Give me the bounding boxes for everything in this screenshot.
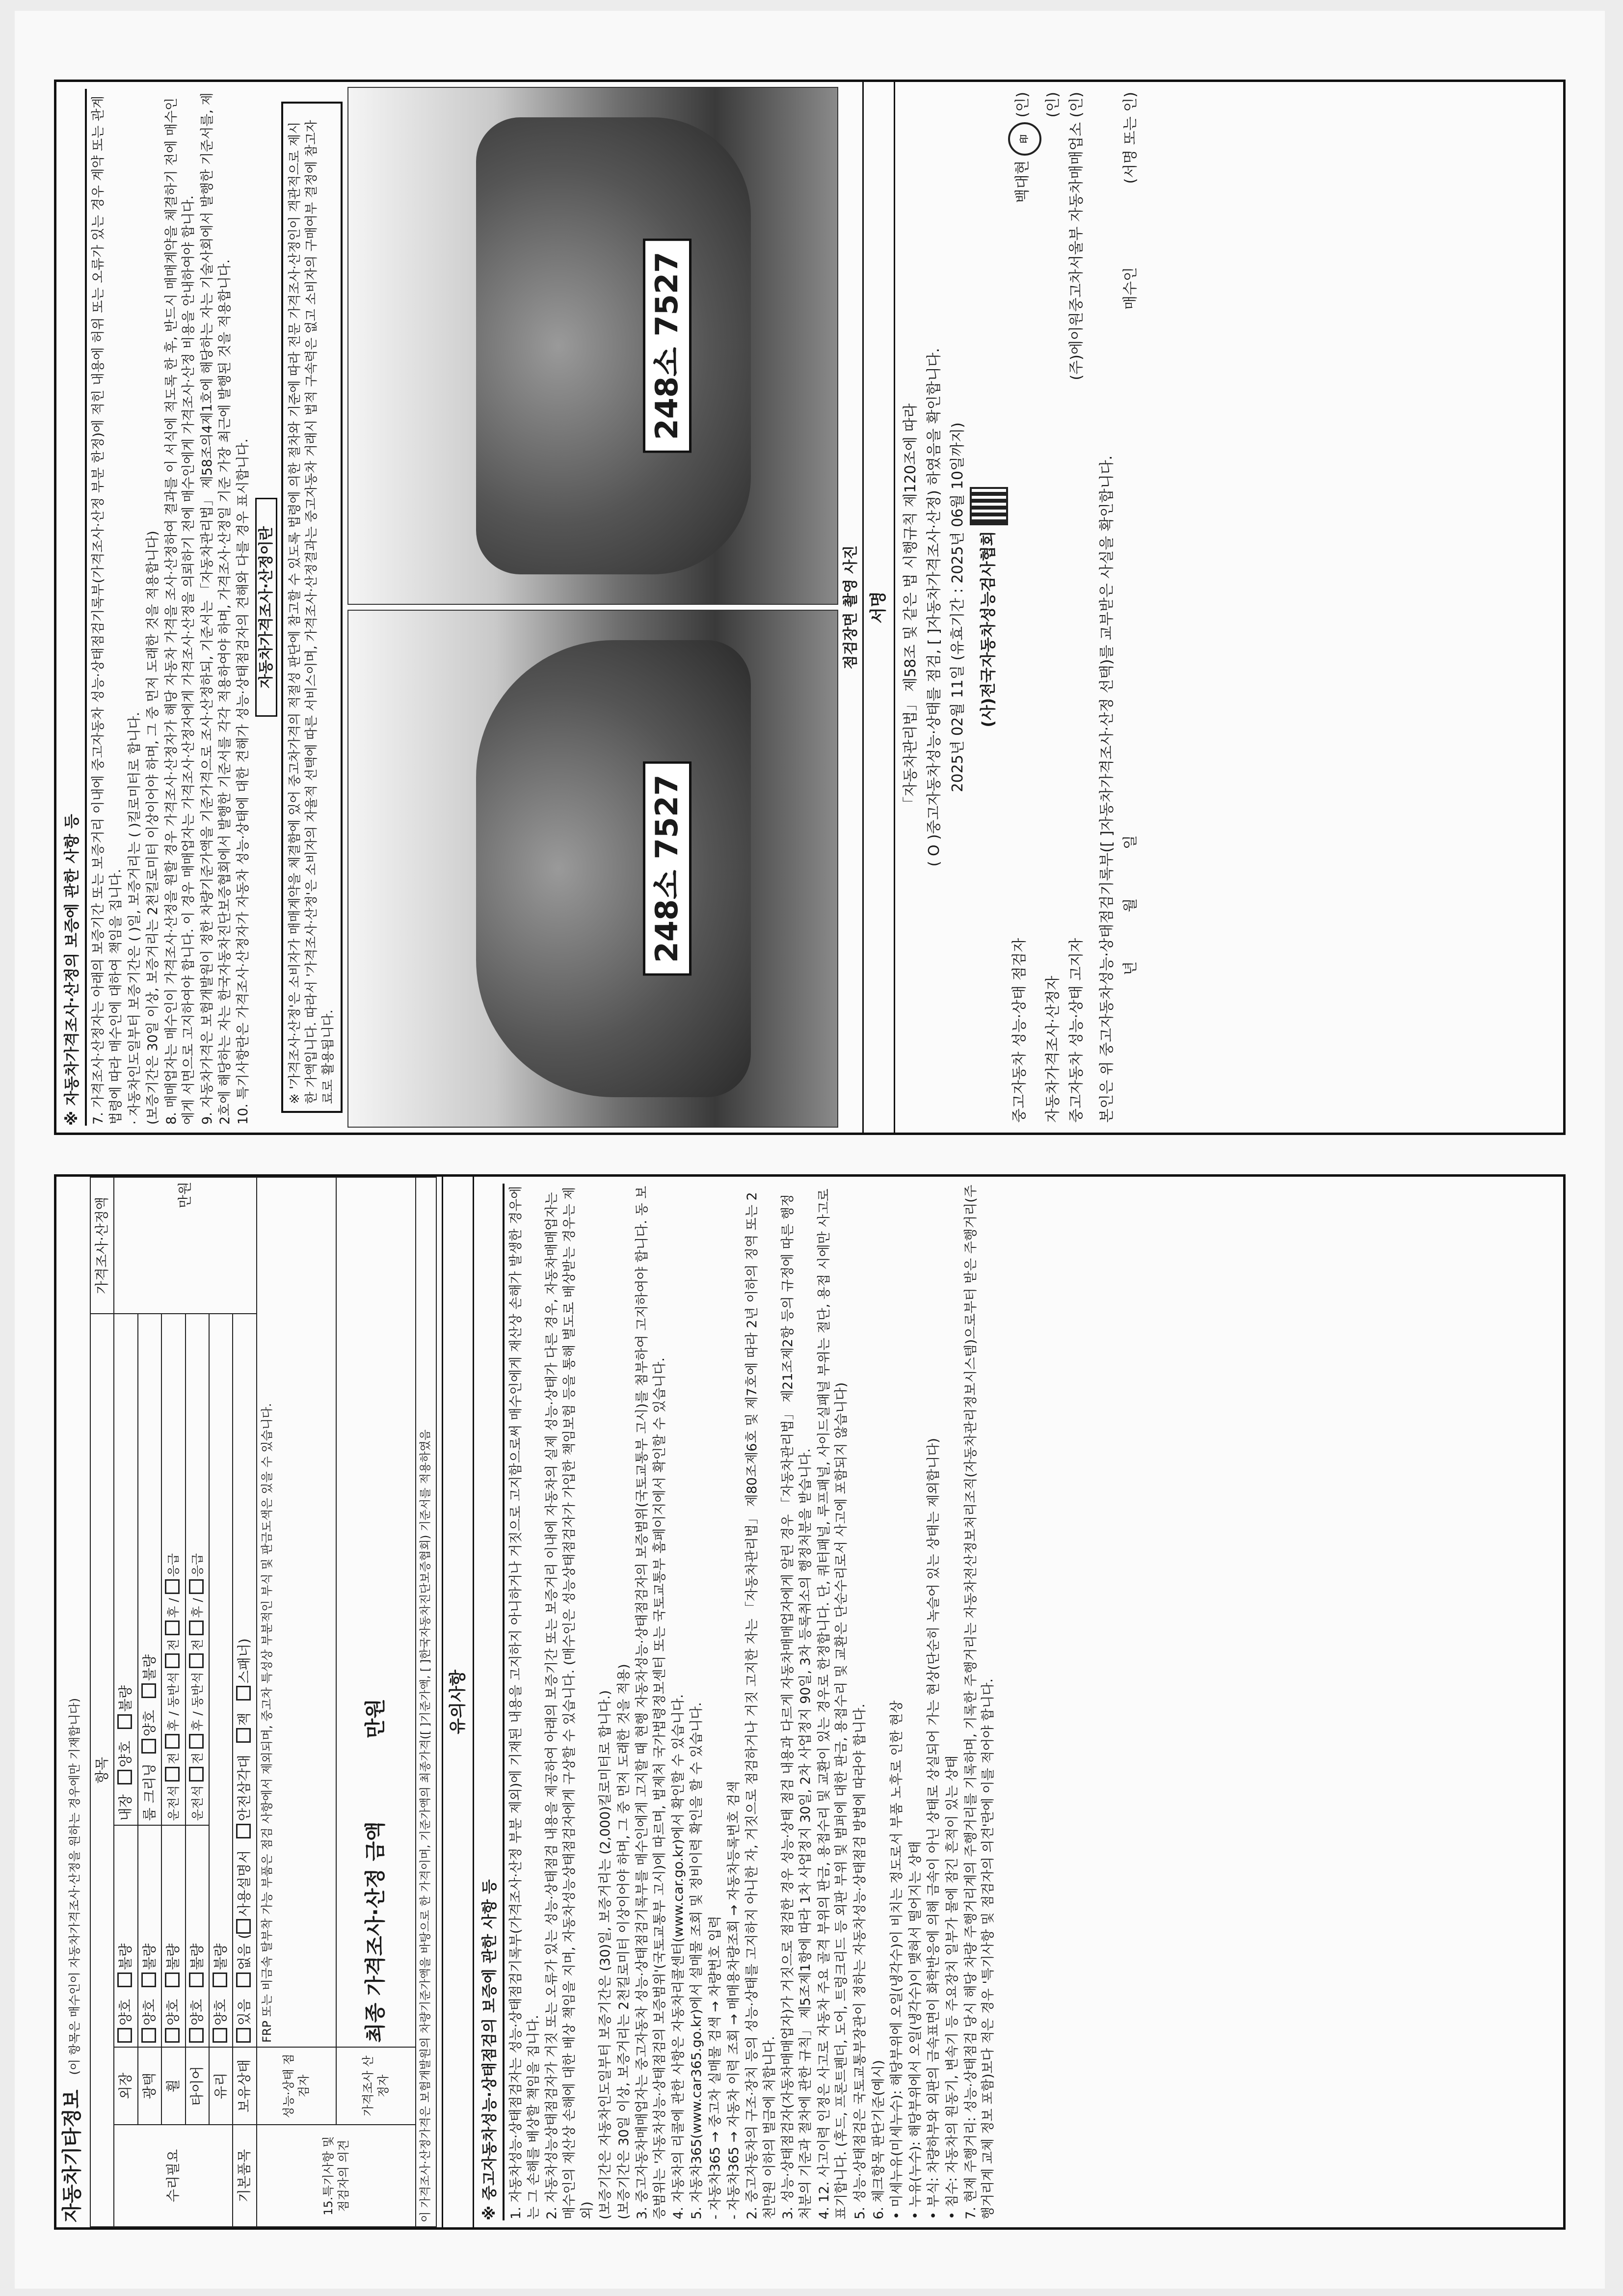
other-info-title [59,1177,85,2222]
inspector-opinion-text: FRP 또는 비금속 탈부착 가능 부품은 점검 사항에서 제외되며, 중고차 특성상 부분적인 부식 및 판금도색은 있을 수 있습니다. [257,1177,336,2047]
checkbox[interactable] [189,1767,204,1782]
final-price-label: 최종 가격조사·산정 금액 [363,1821,388,2043]
notice-item: (보증기간은 30일 이상, 보증거리는 2천킬로미터 이상이어야 하며, 그 중 먼저 도래한 것을 적용) [616,1664,632,2219]
position-label: 전 [166,1639,181,1651]
checkbox[interactable] [236,1824,251,1838]
checkbox[interactable] [117,2028,132,2043]
option-label: 양호 [141,1710,158,1737]
position-label: 후 [166,1719,181,1731]
legal-basis: 「자동차관리법」 제58조 및 같은 법 시행규칙 제120조에 따라 [902,403,919,811]
date-month-label: 월 [1121,898,1139,913]
option-label: 양호 [165,1999,182,2026]
notice-item: • 누유(누수): 해당부위에서 오일(냉각수)이 맺혀서 떨어지는 상태 [907,1841,923,2219]
checkbox[interactable] [117,1972,132,1987]
option-label: 불량 [165,1943,182,1970]
notice-item: 5. 자동차365(www.car365.go.kr)에서 설매물 조회 및 정비이력 확인을 할 수 있습니다. [689,1702,705,2219]
final-price-unit: 만원 [363,1699,388,1739]
license-plate: 248소 7527 [643,239,692,453]
notice-item: 6. 체크항목 판단기준(예시) [871,2060,886,2219]
buyer-label: 매수인 [1121,267,1139,310]
repair-row-1 [114,1177,137,2227]
notice-item: • 부식: 차량하부와 외판의 금속표면이 화학반응에 의해 금속이 아닌 상태로 상실되어 가는 현상(단순히 녹슬어 있는 상태는 제외합니다) [926,1438,942,2219]
checkbox[interactable] [236,1686,251,1701]
notifier-label: 중고자동차 성능·상태 고지자 [1067,938,1085,1123]
notice-items [507,1185,997,2219]
head-price: 가격조사·산정액 [90,1177,114,1314]
price-assessor-label: 가격조사 산정자 [336,2047,416,2125]
notice-item: • 미세누유(미세누수): 해당부위에 오일(냉각수)이 비치는 정도로서 부품 노후로 인한 현상 [889,1700,905,2219]
repair-row-3: 휠 양호불량 운전석 전 후 / 동반석 전 후 / 응급 [161,1177,185,2227]
price-assessor-line [1041,92,1065,1123]
car-silhouette [476,117,751,574]
checkbox[interactable] [141,1683,156,1698]
car-photo-front [347,610,838,1128]
car-silhouette [476,640,751,1097]
inspector-label: 중고자동차 성능·상태 점검자 [1011,938,1028,1123]
checkbox[interactable] [189,2028,204,2043]
license-plate: 248소 7527 [643,761,692,976]
stamp-text: 印 [1019,134,1030,143]
document-sheet [15,11,1605,2289]
option-label: 없음 [236,1943,253,1970]
checkbox[interactable] [236,1919,251,1934]
position-label: 동반석 [166,1672,181,1708]
notice-item: (보증기간은 자동차인도일부터 보증기간은 (30)일, 보증거리는 (2,000)킬로미터로 합니다.) [598,1690,613,2219]
price-assessor-sign-label: 자동차가격조사·산정자 [1044,975,1062,1123]
notice-item: · 자동차인도일부터 보증기간은 ( )일, 보증거리는 ( )킬로미터로 합니다. [127,712,142,1125]
inspector-name: 백대현 [1013,160,1031,203]
checkbox[interactable] [189,1621,204,1635]
basic-items-row: 기본품목 보유상태 있음없음 (사용설명서안전삼각대잭스패너) [233,1177,256,2227]
notifier-org: (주)에이원중고차서울부 자동차매매업소 [1067,122,1085,380]
inspector-opinion-label: 성능·상태 점검자 [257,2047,336,2125]
repair-category: 수리필요 [114,2125,233,2227]
date-year-label: 년 [1121,961,1139,975]
option-label: 불량 [212,1943,229,1970]
option-label: 불량 [117,1685,134,1712]
position-label: 전 [166,1752,181,1764]
checkbox[interactable] [236,1728,251,1743]
option-label: 양호 [212,1999,229,2026]
option-label: 불량 [141,1654,158,1681]
position-label: 전 [190,1752,205,1764]
notice-item: - 자동차365 → 자동차 이력 조회 → 매매용차량조회 → 자동차등록번호 검색 [726,1781,742,2219]
checkbox[interactable] [236,2028,251,2043]
basic-category: 기본품목 [233,2125,256,2227]
price-definition-box: ※ '가격조사·산정'은 소비자가 매매계약을 체결함에 있어 중고차가격의 적절성 판단에 참고할 수 있도록 법령에 의한 절차와 기준에 따라 전문 가격조사·산정인이 객관적으로 제시한 가액입니다. 따라서 '가격조사·산정'은 소비자의 자율적 선택에 따른 서비스이며, 가격조사·산정결과는 중고자동차 거래시 법적 구속력은 없고 소비자의 구매여부 결정에 참고자료로 활용됩니다. [281,102,343,1113]
seal-mark: (인) [1067,92,1085,118]
price-basis-note: 이 가격조사·산정가격은 보험개발원의 차량기준가액을 바탕으로 한 가격이며, 기준가액의 최종가격([ ]기준가액, [ ]한국자동차진단보증협회) 기준서를 적용하였음 [416,1177,436,2227]
notice-item: 2. 자동차성능상태점검자가 거짓 또는 오류가 있는 성능·상태점검 내용을 제공하여 아래의 보증기간 또는 보증거리 이내에 자동차의 실제 성능·상태가 다른 경우, 자동차매매업자는 매수인의 재산상 손해에 대한 배상 책임을 지며, 자동차성능상태점검자에게 구상할 수 있습니다. (매수인은 성능상태점검자가 가입한 책임보험 등을 통해 별도로 배상받는 경우는 제외) [544,1187,595,2219]
rotated-page [54,70,1566,2230]
confirmation-text: ( O )중고자동차성능·상태를 점검, [ ]자동차가격조사·산정) 하였음을 확인합니다. [925,348,943,867]
other-info-title-text: 자동차기타정보 [61,2089,83,2222]
photo-area [347,87,838,1128]
special-notes-row-2 [336,1177,416,2227]
inspector-line [1008,92,1041,1123]
car-photo-rear [347,87,838,605]
notice-item: 4. 12. 사고이력 인정은 사고로 자동차 주요 골격 부위의 판금, 용접수리 및 교환이 있는 경우로 한정합니다. 단, 쿼터패널, 루프패널, 사이드실패널 부위는 절단, 용접 시에만 사고로 표기합니다. (후드, 프론트펜더, 도어, 트렁크리드 등 외판 부위 및 범퍼에 대한 판금, 용접수리 및 교환은 단순수리로서 사고에 포함되지 않습니다) [816,1189,850,2219]
repair-row-label: 룸 크리닝 [141,1763,158,1821]
position-label: 후 [166,1606,181,1618]
position-label: 응급 [166,1553,181,1577]
checkbox[interactable] [165,2028,180,2043]
checkbox[interactable] [165,1653,180,1668]
option-label: 불량 [188,1943,205,1970]
checkbox[interactable] [165,1734,180,1749]
receipt-confirmation: 본인은 위 중고자동차성능·상태점검기록부([ ]자동차가격조사·산정 선택)를 교부받은 사실을 확인합니다. [1098,455,1116,1123]
notice-item: 7. 가격조사·산정자는 아래의 보증기간 또는 보증거리 이내에 중고자동차 성능·상태점검기록부(가격조사·산정 부분 한정)에 적힌 내용에 허위 또는 오류가 있는 경우 계약 또는 관계법령에 따라 매수인에 대하여 책임을 집니다. [91,95,124,1125]
organization-name: (사)전국자동차성능검사협회 [978,531,997,728]
buyer-signature-field[interactable]: (서명 또는 인) [1121,92,1139,184]
checkbox[interactable] [141,1972,156,1987]
option-label: 스패너 [236,1644,253,1684]
seal-mark: (인) [1013,92,1031,118]
issue-date: 2025년 02월 11일 (유효기간 : 2025년 06월 10일까지) [949,422,966,792]
repair-row-5 [209,1177,233,2227]
inspection-warranty-title: ※ 중고자동차성능·상태점검의 보증에 관한 사항 등 [480,1184,505,2220]
position-label: 응급 [190,1553,205,1577]
checkbox[interactable] [117,1770,132,1784]
checkbox[interactable] [189,1734,204,1749]
repair-row-2 [138,1177,161,2227]
option-label: 양호 [141,1999,158,2026]
left-panel [54,1174,1566,2230]
notifier-line [1065,92,1089,1123]
basic-row-label: 보유상태 [233,2047,256,2125]
checkbox[interactable] [213,1972,227,1987]
checkbox[interactable] [141,1739,156,1754]
notice-item: 8. 매매업자는 매수인이 가격조사·산정을 원할 경우 가격조사·산정자가 해당 자동차 가격을 조사·산정하여 결과를 이 서식에 적도록 한 후, 반드시 매매계약을 체결하기 전에 매수인에게 서면으로 고지하여야 합니다. 이 경우 매매업자는 가격조사·산정자에게 가격조사·산정을 의뢰하기 전에 매수인에게 가격조사·산정 비용을 안내하여야 합니다. [163,97,197,1125]
signature-section [899,92,1143,1123]
other-info-subtitle: (이 항목은 매수인이 자동차가격조사·산정을 원하는 경우에만 기재합니다) [68,1698,81,2075]
repair-row-label: 광택 [138,2047,161,2125]
special-notes-label: 15.특기사항 및 점검자의 의견 [257,2125,416,2227]
notice-item: 7. 현재 주행거리: 성능·상태점검 당시 해당 차량 주행거리계의 주행거리를 기록하며, 기록한 주행거리는 자동차전산정보처리조직(자동차관리정보시스템)으로부터 받은 주행거리(주행거리계 교체 정보 포함)보다 적은 경우 '특기사항 및 점검자의 의견'란에 이를 적어야 합니다. [963,1185,996,2219]
option-label: 양호 [117,1999,134,2026]
repair-row-label: 휠 [161,2047,185,2125]
repair-row-label: 타이어 [186,2047,209,2125]
price-definition-title: 자동차가격조사·산정이란 [255,498,277,717]
notice-item: (보증기간은 30일 이상, 보증거리는 2천킬로미터 이상이어야 하며, 그 중 먼저 도래한 것을 적용합니다) [145,531,161,1125]
option-label: 양호 [188,1999,205,2026]
checkbox[interactable] [189,1579,204,1594]
checkbox[interactable] [165,1972,180,1987]
checkbox[interactable] [141,2028,156,2043]
repair-row-label: 유리 [209,2047,233,2125]
repair-row-label: 외장 [114,2047,137,2125]
notice-item: - 자동차365 → 중고차 실매물 검색 → 차량번호 입력 [707,1916,723,2219]
checkbox[interactable] [165,1767,180,1782]
price-unit: 만원 [114,1177,256,1314]
notice-item: 9. 자동차가격은 보험개발원이 정한 차량기준가액을 기준가격으로 조사·산정하되, 기준서는 「자동차관리법」 제58조의4제1호에 해당하는 자는 기술사회에서 발행한 기준서를, 제2호에 해당하는 자는 한국자동차진단보증협회에서 발행한 기준서를 각각 적용하여야 하며, 가격조사·산정일 기준 가장 최근에 발행된 것을 적용합니다. [200,92,233,1125]
checkbox[interactable] [189,1972,204,1987]
seal-mark: (인) [1044,92,1062,118]
checkbox[interactable] [165,1621,180,1635]
option-label: 안전삼각대 [236,1755,253,1821]
option-label: 사용설명서 [236,1850,253,1917]
notice-item: 10. 특기사항란은 가격조사·산정자가 자동차 성능·상태에 대한 견해가 성능·상태점검자의 견해와 다를 경우 표시합니다. [236,438,251,1125]
checkbox[interactable] [236,1972,251,1987]
notice-item: 1. 자동차성능·상태점검자는 성능·상태점검기록부(가격조사·산정 부분 제외)에 기재된 내용을 고지하지 아니하거나 거짓으로 고지함으로써 매수인에게 재산상 손해가 발생한 경우에는 그 손해를 배상할 책임을 집니다. [508,1186,541,2219]
head-item: 항목 [90,1314,114,2227]
photo-caption: 점검장면 촬영 사진 [842,545,860,670]
position-label: 전 [190,1639,205,1651]
repair-row-label: 내장 [117,1794,134,1821]
notice-item: 3. 중고자동차매매업자는 중고자동차 성능·상태점검기록부를 매수인에게 고지할 때 현행 자동차성능·상태점검자의 보증범위(국토교통부 고시)를 첨부하여 고지하여야 합니다. 동 보증범위는 '자동차성능·상태점검의 보증범위'(국토교통부 고시)에 따르며, 법제처 국가법령정보센터 또는 국토교통부 홈페이지에서 확인할 수 있습니다. [635,1186,668,2219]
notice-item: 5. 성능·상태점검은 국토교통부장관이 정하는 자동차성능·상태점검 방법에 따라야 합니다. [852,1703,868,2219]
position-label: 운전석 [166,1785,181,1821]
checkbox[interactable] [117,1714,132,1729]
qr-code-icon [970,487,1008,525]
notice-item: • 침수: 자동차의 원동기, 변속기 등 주요장치 일부가 물에 잠긴 흔적이 있는 상태 [945,1755,960,2219]
signature-header: 서명 [862,82,895,1133]
notice-item: 2. 중고자동차의 구조·장치 등의 성능·상태를 고지하지 아니한 자, 거짓으로 점검하거나 거짓 고지한 자는 「자동차관리법」 제80조제6호 및 제7호에 따라 2년 이하의 징역 또는 2천만원 이하의 벌금에 처합니다. [745,1192,777,2219]
option-label: 양호 [117,1741,134,1768]
position-label: 동반석 [190,1672,205,1708]
checkbox[interactable] [165,1579,180,1594]
position-label: 후 [190,1719,205,1731]
notice-header: 유의사항 [442,1177,474,2227]
repair-row-4: 타이어 양호불량 운전석 전 후 / 동반석 전 후 / 응급 [186,1177,209,2227]
position-label: 운전석 [190,1785,205,1821]
option-label: 잭 [236,1712,253,1726]
notice-item: 3. 성능·상태점검자(자동차매매업자)가 거짓으로 점검한 경우 성능·상태 점검 내용과 다르게 자동차매매업자에게 알린 경우 「자동차관리법」 제21조제2항 등의 규정에 따른 행정처분의 기준과 절차에 관한 규칙」 제5조제1항에 따라 1차 사업정지 30일, 2차 사업정지 90일, 3차 등록취소의 행정처분을 받습니다. [780,1193,814,2219]
right-panel [54,80,1566,1135]
checkbox[interactable] [189,1653,204,1668]
price-notice-items [90,90,252,1125]
price-warranty-title: ※ 자동차가격조사·산정의 보증에 관한 사항 등 [62,89,87,1126]
other-info-table [90,1177,437,2227]
option-label: 불량 [117,1943,134,1970]
checkbox[interactable] [213,2028,227,2043]
special-notes-row-1 [257,1177,336,2227]
notice-item: 4. 자동차의 리콜에 관한 사항은 자동차리콜센터(www.car.go.kr)에서 확인할 수 있습니다. [670,1694,686,2219]
buyer-line [1119,92,1143,1123]
option-label: 있음 [236,1999,253,2026]
option-label: 불량 [141,1943,158,1970]
date-day-label: 일 [1121,835,1139,849]
seal-stamp-icon [1008,122,1041,156]
position-label: 후 [190,1606,205,1618]
